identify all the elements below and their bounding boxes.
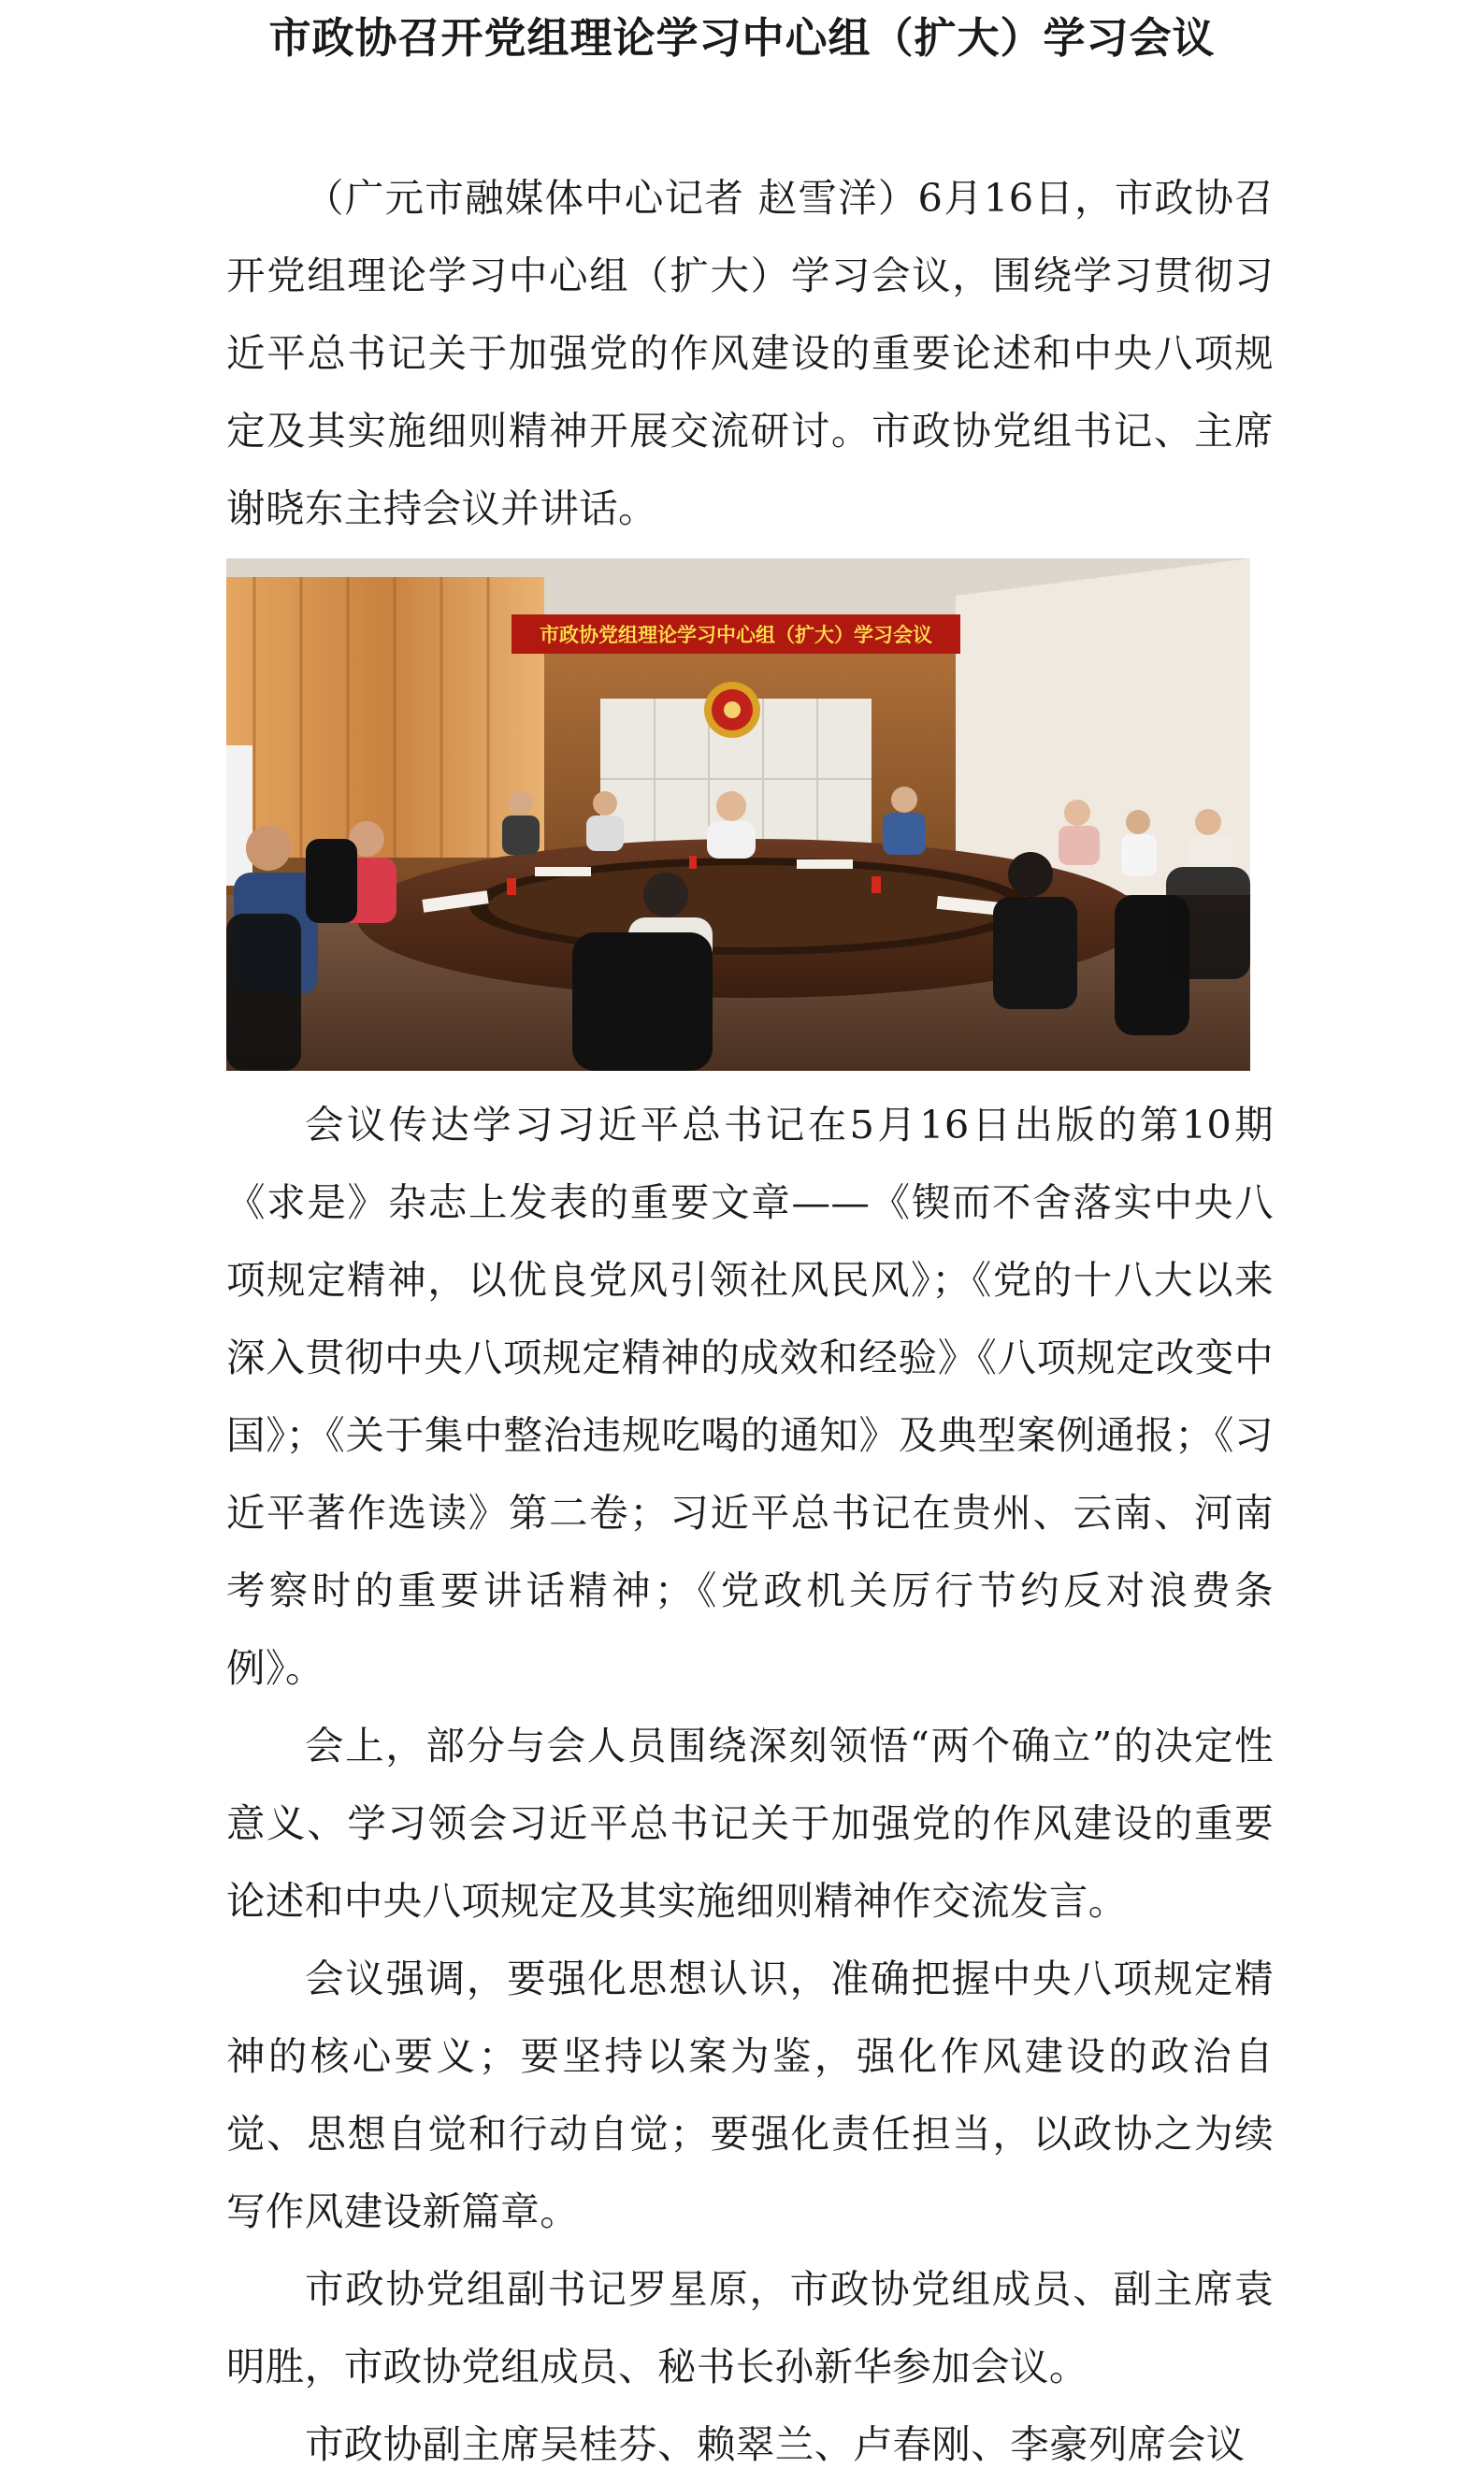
paragraph-intro: （广元市融媒体中心记者 赵雪洋）6月16日，市政协召开党组理论学习中心组（扩大）学习会议，围绕学习贯彻习近平总书记关于加强党的作风建设的重要论述和中央八项规定及其实施细则精神开展交流研讨。市政协党组书记、主席谢晓东主持会议并讲话。 — [226, 175, 1274, 531]
paragraph-observers: 市政协副主席吴桂芬、赖翠兰、卢春刚、李豪列席会议 — [305, 2421, 1246, 2467]
paragraph-study-content: 会议传达学习习近平总书记在5月16日出版的第10期《求是》杂志上发表的重要文章——《锲而不舍落实中央八项规定精神，以优良党风引领社风民风》；《党的十八大以来深入贯彻中央八项规定精神的成效和经验》《八项规定改变中国》；《关于集中整治违规吃喝的通知》及典型案例通报；《习近平著作选读》第二卷；习近平总书记在贵州、云南、河南考察时的重要讲话精神；《党政机关厉行节约反对浪费条例》。 — [226, 1102, 1274, 1691]
article-title: 市政协召开党组理论学习中心组（扩大）学习会议 — [268, 13, 1216, 63]
meeting-photo — [226, 558, 1250, 1071]
banner-text: 市政协党组理论学习中心组（扩大）学习会议 — [540, 623, 932, 646]
paragraph-emphasis: 会议强调，要强化思想认识，准确把握中央八项规定精神的核心要义；要坚持以案为鉴，强化作风建设的政治自觉、思想自觉和行动自觉；要强化责任担当，以政协之为续写作风建设新篇章。 — [226, 1956, 1274, 2234]
cppcc-emblem-icon — [704, 682, 760, 738]
paragraph-attendees: 市政协党组副书记罗星原，市政协党组成员、副主席袁明胜，市政协党组成员、秘书长孙新华参加会议。 — [226, 2266, 1274, 2389]
paragraph-discussion: 会上，部分与会人员围绕深刻领悟“两个确立”的决定性意义、学习领会习近平总书记关于加强党的作风建设的重要论述和中央八项规定及其实施细则精神作交流发言。 — [226, 1723, 1274, 1924]
article-body — [226, 159, 1274, 2483]
